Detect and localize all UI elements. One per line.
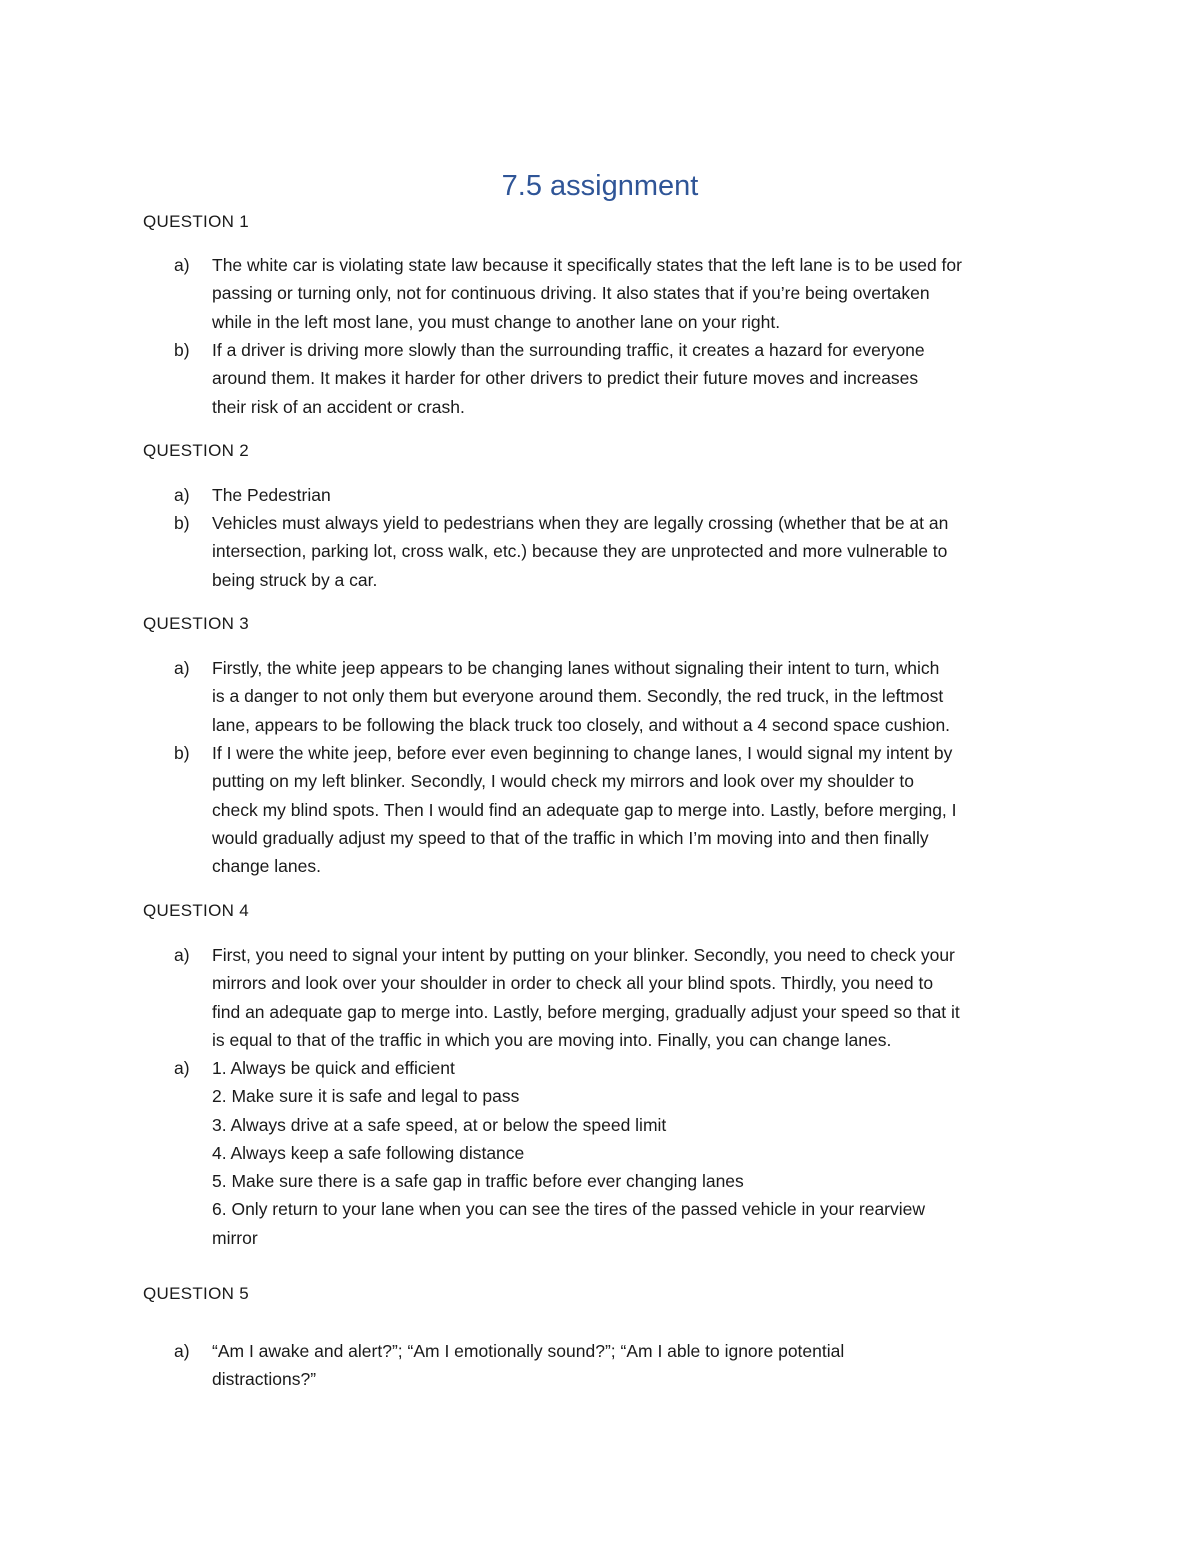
- answer-line: The white car is violating state law because it specifically states that the left lane is to be used for: [212, 255, 962, 275]
- answer-text: [212, 739, 1074, 880]
- question-3-heading: QUESTION 3: [143, 614, 249, 633]
- answer-line: putting on my left blinker. Secondly, I would check my mirrors and look over my shoulder to: [212, 771, 914, 792]
- answer-line: passing or turning only, not for continuous driving. It also states that if you’re being overtaken: [212, 283, 930, 304]
- answer-marker: a): [174, 1058, 190, 1078]
- answer-line: 5. Make sure there is a safe gap in traffic before ever changing lanes: [212, 1171, 744, 1192]
- answer-marker: a): [174, 1341, 190, 1361]
- answer-line: 4. Always keep a safe following distance: [212, 1142, 525, 1163]
- answer-line: intersection, parking lot, cross walk, etc.) because they are unprotected and more vulnerable to: [212, 541, 948, 562]
- answer-marker: a): [174, 485, 190, 505]
- answer-line: If a driver is driving more slowly than the surrounding traffic, it creates a hazard for everyone: [212, 340, 925, 360]
- answer-line: is equal to that of the traffic in which you are moving into. Finally, you can change lanes.: [212, 1029, 892, 1050]
- question-2-answer-a: [174, 481, 1074, 509]
- answer-marker: b): [174, 340, 190, 360]
- answer-line: while in the left most lane, you must change to another lane on your right.: [212, 311, 781, 332]
- answer-line: 2. Make sure it is safe and legal to pass: [212, 1086, 520, 1107]
- answer-marker: a): [174, 945, 190, 965]
- answer-marker: b): [174, 513, 190, 533]
- answer-line: If I were the white jeep, before ever even beginning to change lanes, I would signal my intent by: [212, 743, 953, 763]
- answer-line: their risk of an accident or crash.: [212, 396, 465, 417]
- answer-text: [212, 654, 1074, 739]
- answer-line: mirrors and look over your shoulder in order to check all your blind spots. Thirdly, you need to: [212, 973, 934, 994]
- answer-line: lane, appears to be following the black truck too closely, and without a 4 second space cushion.: [212, 714, 951, 735]
- answer-line: being struck by a car.: [212, 569, 378, 590]
- answer-line: 1. Always be quick and efficient: [212, 1058, 455, 1078]
- answer-line: First, you need to signal your intent by putting on your blinker. Secondly, you need to check your: [212, 945, 955, 965]
- answer-line: change lanes.: [212, 856, 321, 877]
- question-3-answer-a: [174, 654, 1074, 739]
- answer-text: [212, 941, 1074, 1054]
- answer-line: Firstly, the white jeep appears to be changing lanes without signaling their intent to turn, which: [212, 658, 940, 678]
- answer-line: “Am I awake and alert?”; “Am I emotionally sound?”; “Am I able to ignore potential: [212, 1341, 845, 1361]
- question-2-answer-b: [174, 509, 1074, 594]
- question-5-answer-a: [174, 1337, 1074, 1394]
- question-3-answer-b: [174, 739, 1074, 880]
- answer-text: [212, 336, 1074, 421]
- answer-marker: a): [174, 658, 190, 678]
- answer-line: find an adequate gap to merge into. Lastly, before merging, gradually adjust your speed so that it: [212, 1001, 960, 1022]
- answer-line: 3. Always drive at a safe speed, at or below the speed limit: [212, 1114, 667, 1135]
- question-1-heading: QUESTION 1: [143, 212, 249, 231]
- answer-text: [212, 1337, 1074, 1394]
- answer-text: [212, 509, 1074, 594]
- answer-line: check my blind spots. Then I would find an adequate gap to merge into. Lastly, before merging, I: [212, 799, 957, 820]
- answer-text: [212, 1054, 1074, 1252]
- answer-marker: b): [174, 743, 190, 763]
- answer-line: around them. It makes it harder for other drivers to predict their future moves and increases: [212, 368, 919, 389]
- question-1-answer-b: [174, 336, 1074, 421]
- answer-line: is a danger to not only them but everyone around them. Secondly, the red truck, in the leftmost: [212, 686, 944, 707]
- document-title: 7.5 assignment: [501, 170, 699, 202]
- answer-line: The Pedestrian: [212, 485, 331, 505]
- question-1-answer-a: [174, 251, 1074, 336]
- answer-line: would gradually adjust my speed to that of the traffic in which I’m moving into and then finally: [212, 827, 929, 848]
- answer-marker: a): [174, 255, 190, 275]
- answer-text: [212, 481, 1074, 509]
- question-5-heading: QUESTION 5: [143, 1284, 249, 1303]
- question-4-heading: QUESTION 4: [143, 901, 249, 920]
- answer-line: 6. Only return to your lane when you can see the tires of the passed vehicle in your rearview: [212, 1199, 926, 1220]
- answer-line: distractions?”: [212, 1369, 317, 1390]
- question-4-answer-a: [174, 941, 1074, 1054]
- answer-text: [212, 251, 1074, 336]
- question-4-answer-list: [174, 1054, 1074, 1252]
- answer-line: Vehicles must always yield to pedestrians when they are legally crossing (whether that be at an: [212, 513, 949, 533]
- question-2-heading: QUESTION 2: [143, 441, 249, 460]
- answer-line: mirror: [212, 1227, 258, 1248]
